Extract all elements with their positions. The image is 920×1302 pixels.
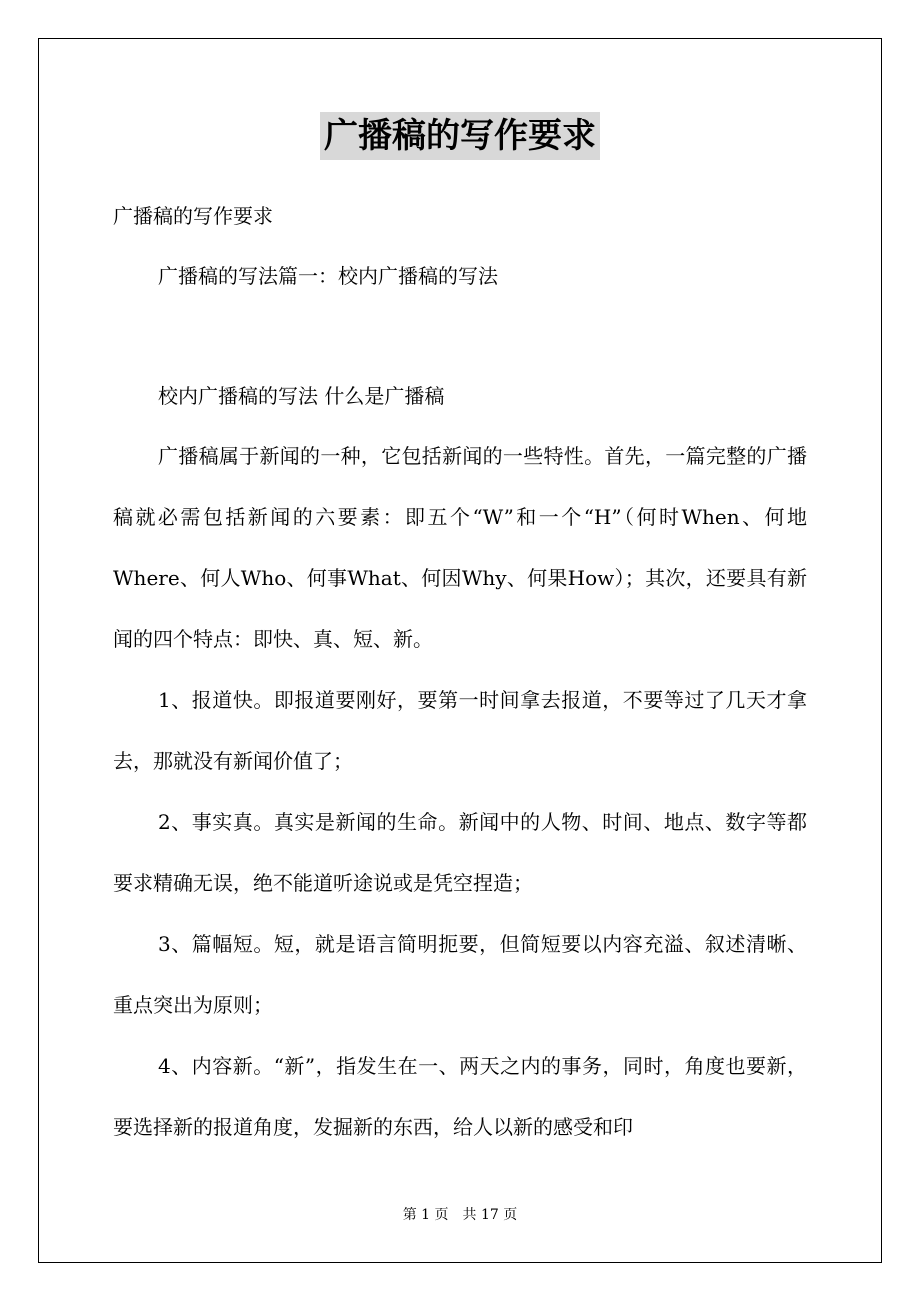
document-title: 广播稿的写作要求	[320, 112, 600, 160]
paragraph-point-1: 1、报道快。即报道要刚好，要第一时间拿去报道，不要等过了几天才拿去，那就没有新闻价值了；	[113, 688, 807, 773]
paragraph-point-2: 2、事实真。真实是新闻的生命。新闻中的人物、时间、地点、数字等都要求精确无误，绝不能道听途说或是凭空捏造；	[113, 810, 807, 895]
page-number: 第 1 页 共 17 页	[402, 1207, 518, 1223]
section-heading: 广播稿的写法篇一：校内广播稿的写法	[158, 264, 498, 288]
paragraph-point-3: 3、篇幅短。短，就是语言简明扼要，但简短要以内容充溢、叙述清晰、重点突出为原则；	[113, 932, 807, 1017]
subheading: 校内广播稿的写法 什么是广播稿	[158, 384, 445, 408]
paragraph-point-4: 4、内容新。“新”，指发生在一、两天之内的事务，同时，角度也要新，要选择新的报道角度，发掘新的东西，给人以新的感受和印	[113, 1054, 807, 1139]
title-container	[0, 112, 920, 160]
paragraph-intro: 广播稿属于新闻的一种，它包括新闻的一些特性。首先，一篇完整的广播稿就必需包括新闻的六要素：即五个“W”和一个“H”（何时When、何地Where、何人Who、何事What、何因Why、何果How）；其次，还要具有新闻的四个特点：即快、真、短、新。	[113, 444, 807, 651]
subtitle: 广播稿的写作要求	[113, 204, 273, 228]
